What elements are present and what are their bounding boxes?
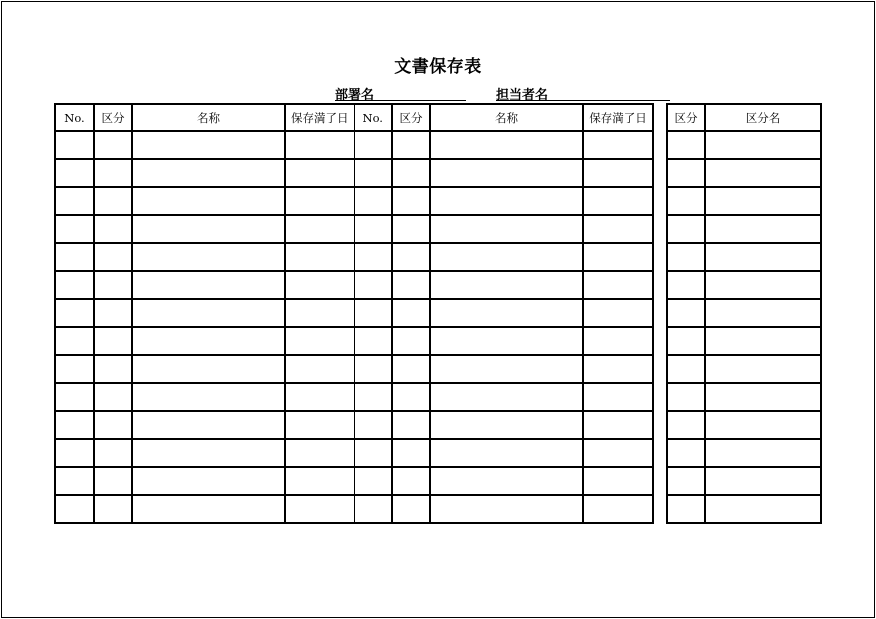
table-cell[interactable]: [354, 159, 392, 187]
table-cell[interactable]: [705, 243, 821, 271]
table-cell[interactable]: [705, 187, 821, 215]
person-field-line[interactable]: [496, 100, 670, 101]
table-row: [667, 271, 821, 299]
table-cell[interactable]: [94, 355, 132, 383]
table-cell[interactable]: [132, 243, 285, 271]
table-cell[interactable]: [55, 411, 94, 439]
table-cell[interactable]: [705, 299, 821, 327]
table-cell[interactable]: [705, 495, 821, 523]
table-cell[interactable]: [430, 327, 583, 355]
table-cell[interactable]: [430, 495, 583, 523]
table-cell[interactable]: [392, 187, 430, 215]
table-cell[interactable]: [94, 299, 132, 327]
table-cell[interactable]: [285, 299, 354, 327]
table-row: [55, 439, 653, 467]
table-cell[interactable]: [392, 383, 430, 411]
table-cell[interactable]: [667, 411, 705, 439]
table-cell[interactable]: [132, 383, 285, 411]
table-cell[interactable]: [667, 243, 705, 271]
table-cell[interactable]: [132, 495, 285, 523]
table-cell[interactable]: [285, 187, 354, 215]
table-row: [55, 243, 653, 271]
table-cell[interactable]: [94, 327, 132, 355]
table-cell[interactable]: [285, 215, 354, 243]
table-cell[interactable]: [354, 187, 392, 215]
header-retention-expiry: 保存満了日: [583, 104, 653, 131]
table-cell[interactable]: [285, 243, 354, 271]
table-row: [667, 187, 821, 215]
header-no: No.: [354, 104, 392, 131]
table-cell[interactable]: [132, 355, 285, 383]
table-cell[interactable]: [285, 327, 354, 355]
header-category: 区分: [392, 104, 430, 131]
table-row: [55, 411, 653, 439]
table-cell[interactable]: [285, 131, 354, 159]
table-cell[interactable]: [583, 383, 653, 411]
table-cell[interactable]: [94, 411, 132, 439]
table-cell[interactable]: [392, 495, 430, 523]
table-cell[interactable]: [285, 439, 354, 467]
table-cell[interactable]: [132, 215, 285, 243]
table-row: [55, 299, 653, 327]
table-row: [55, 495, 653, 523]
table-cell[interactable]: [55, 327, 94, 355]
table-cell[interactable]: [55, 383, 94, 411]
header-name: 名称: [132, 104, 285, 131]
table-cell[interactable]: [430, 439, 583, 467]
table-row: [667, 299, 821, 327]
table-cell[interactable]: [55, 131, 94, 159]
table-cell[interactable]: [132, 271, 285, 299]
table-cell[interactable]: [55, 439, 94, 467]
header-retention-expiry: 保存満了日: [285, 104, 354, 131]
table-cell[interactable]: [132, 299, 285, 327]
table-row: [55, 159, 653, 187]
table-cell[interactable]: [55, 299, 94, 327]
table-cell[interactable]: [285, 271, 354, 299]
table-cell[interactable]: [705, 327, 821, 355]
table-cell[interactable]: [583, 271, 653, 299]
table-cell[interactable]: [705, 131, 821, 159]
table-cell[interactable]: [392, 467, 430, 495]
header-category: 区分: [94, 104, 132, 131]
header-name: 名称: [430, 104, 583, 131]
table-cell[interactable]: [667, 271, 705, 299]
table-cell[interactable]: [667, 187, 705, 215]
table-cell[interactable]: [667, 495, 705, 523]
table-row: [55, 355, 653, 383]
table-cell[interactable]: [94, 439, 132, 467]
table-cell[interactable]: [94, 159, 132, 187]
table-row: [55, 383, 653, 411]
table-row: [55, 187, 653, 215]
table-cell[interactable]: [705, 271, 821, 299]
table-cell[interactable]: [354, 131, 392, 159]
table-cell[interactable]: [55, 187, 94, 215]
table-cell[interactable]: [354, 355, 392, 383]
table-cell[interactable]: [132, 131, 285, 159]
table-cell[interactable]: [583, 495, 653, 523]
table-cell[interactable]: [583, 327, 653, 355]
table-header-row: [55, 104, 653, 131]
table-row: [667, 215, 821, 243]
table-cell[interactable]: [354, 327, 392, 355]
table-cell[interactable]: [94, 383, 132, 411]
table-cell[interactable]: [132, 439, 285, 467]
table-cell[interactable]: [354, 411, 392, 439]
table-cell[interactable]: [430, 159, 583, 187]
table-cell[interactable]: [667, 159, 705, 187]
table-cell[interactable]: [392, 355, 430, 383]
table-row: [667, 439, 821, 467]
table-cell[interactable]: [705, 215, 821, 243]
table-cell[interactable]: [55, 495, 94, 523]
table-row: [667, 355, 821, 383]
table-cell[interactable]: [94, 243, 132, 271]
table-cell[interactable]: [132, 327, 285, 355]
table-cell[interactable]: [94, 131, 132, 159]
table-cell[interactable]: [583, 467, 653, 495]
table-cell[interactable]: [354, 439, 392, 467]
table-row: [55, 271, 653, 299]
table-cell[interactable]: [285, 495, 354, 523]
table-cell[interactable]: [285, 467, 354, 495]
table-cell[interactable]: [583, 411, 653, 439]
table-cell[interactable]: [392, 439, 430, 467]
table-cell[interactable]: [132, 467, 285, 495]
table-cell[interactable]: [392, 131, 430, 159]
table-cell[interactable]: [667, 299, 705, 327]
page-title: 文書保存表: [394, 57, 482, 77]
table-cell[interactable]: [354, 383, 392, 411]
table-cell[interactable]: [430, 131, 583, 159]
table-row: [667, 411, 821, 439]
table-cell[interactable]: [705, 439, 821, 467]
table-cell[interactable]: [705, 383, 821, 411]
table-row: [667, 159, 821, 187]
table-cell[interactable]: [430, 271, 583, 299]
table-cell[interactable]: [392, 327, 430, 355]
table-cell[interactable]: [667, 327, 705, 355]
table-cell[interactable]: [132, 159, 285, 187]
table-cell[interactable]: [430, 411, 583, 439]
table-cell[interactable]: [392, 299, 430, 327]
table-row: [667, 495, 821, 523]
table-cell[interactable]: [94, 495, 132, 523]
table-cell[interactable]: [705, 355, 821, 383]
table-row: [667, 383, 821, 411]
table-cell[interactable]: [55, 159, 94, 187]
table-cell[interactable]: [667, 383, 705, 411]
table-cell[interactable]: [583, 355, 653, 383]
header-no: No.: [55, 104, 94, 131]
table-cell[interactable]: [392, 215, 430, 243]
table-cell[interactable]: [430, 299, 583, 327]
table-cell[interactable]: [667, 131, 705, 159]
table-cell[interactable]: [94, 467, 132, 495]
table-cell[interactable]: [94, 215, 132, 243]
table-cell[interactable]: [705, 467, 821, 495]
table-cell[interactable]: [583, 131, 653, 159]
header-category: 区分: [667, 104, 705, 131]
table-cell[interactable]: [583, 215, 653, 243]
table-row: [55, 327, 653, 355]
table-cell[interactable]: [667, 467, 705, 495]
table-row: [667, 467, 821, 495]
category-table: [666, 103, 822, 524]
table-cell[interactable]: [55, 271, 94, 299]
table-cell[interactable]: [705, 159, 821, 187]
table-cell[interactable]: [392, 159, 430, 187]
table-cell[interactable]: [583, 439, 653, 467]
department-field-line[interactable]: [335, 100, 466, 101]
table-row: [55, 131, 653, 159]
table-cell[interactable]: [430, 243, 583, 271]
table-cell[interactable]: [430, 215, 583, 243]
table-cell[interactable]: [55, 215, 94, 243]
table-cell[interactable]: [354, 299, 392, 327]
table-cell[interactable]: [94, 271, 132, 299]
table-cell[interactable]: [583, 159, 653, 187]
table-cell[interactable]: [354, 243, 392, 271]
table-cell[interactable]: [55, 467, 94, 495]
table-cell[interactable]: [55, 243, 94, 271]
table-header-row: [667, 104, 821, 131]
table-cell[interactable]: [285, 355, 354, 383]
table-cell[interactable]: [430, 383, 583, 411]
header-category-name: 区分名: [705, 104, 821, 131]
table-cell[interactable]: [285, 411, 354, 439]
table-cell[interactable]: [583, 187, 653, 215]
table-cell[interactable]: [285, 383, 354, 411]
table-row: [55, 467, 653, 495]
table-row: [667, 243, 821, 271]
table-cell[interactable]: [55, 355, 94, 383]
table-cell[interactable]: [392, 271, 430, 299]
table-cell[interactable]: [667, 355, 705, 383]
table-cell[interactable]: [392, 243, 430, 271]
table-cell[interactable]: [94, 187, 132, 215]
table-cell[interactable]: [430, 187, 583, 215]
table-cell[interactable]: [132, 411, 285, 439]
table-cell[interactable]: [354, 271, 392, 299]
table-cell[interactable]: [132, 187, 285, 215]
table-cell[interactable]: [705, 411, 821, 439]
table-cell[interactable]: [667, 215, 705, 243]
table-cell[interactable]: [354, 495, 392, 523]
table-row: [55, 215, 653, 243]
table-cell[interactable]: [392, 411, 430, 439]
table-cell[interactable]: [583, 243, 653, 271]
table-cell[interactable]: [354, 215, 392, 243]
table-row: [667, 327, 821, 355]
table-cell[interactable]: [430, 355, 583, 383]
table-row: [667, 131, 821, 159]
document-storage-table: [54, 103, 654, 524]
table-cell[interactable]: [354, 467, 392, 495]
table-cell[interactable]: [583, 299, 653, 327]
department-label: 部署名: [335, 88, 375, 103]
table-cell[interactable]: [430, 467, 583, 495]
table-cell[interactable]: [285, 159, 354, 187]
person-label: 担当者名: [496, 88, 549, 103]
table-cell[interactable]: [667, 439, 705, 467]
